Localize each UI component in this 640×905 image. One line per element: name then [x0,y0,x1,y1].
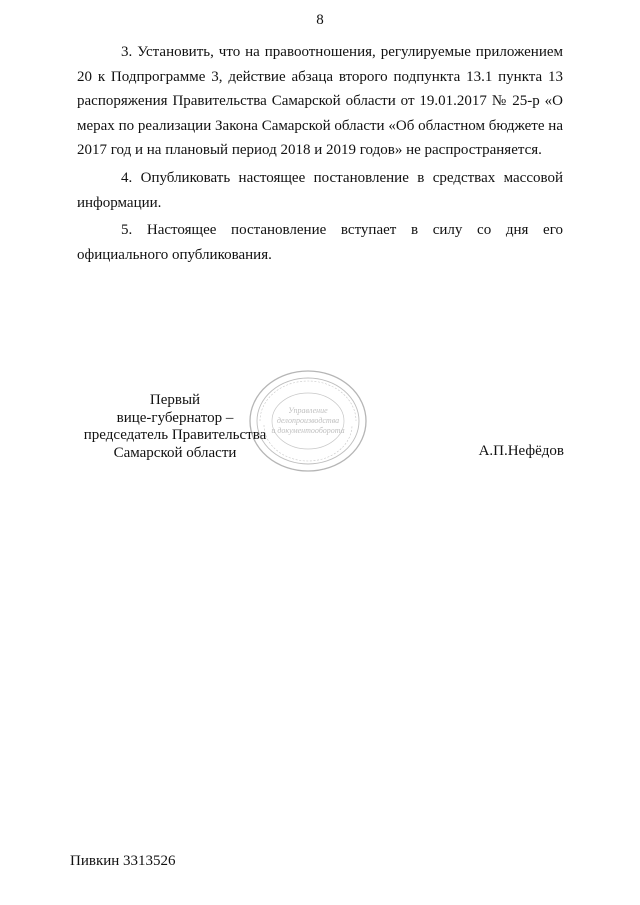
paragraph-3: 3. Установить, что на правоотношения, регулируемые приложением 20 к Подпрограмме 3, действие абзаца второго подпункта 13.1 пункта 13 распоряжения Правительства Самарской области от 19.01.2017 № 25-р «О мерах по реализации Закона Самарской области «Об областном бюджете на 2017 год и на плановый период 2018 и 2019 годов» не распространяется. [77,44,563,159]
seal-text-line: и документооборота [271,426,345,435]
paragraph-5: 5. Настоящее постановление вступает в силу со дня его официального опубликования. [77,222,563,263]
signer-name: А.П.Нефёдов [478,443,564,459]
executor-note: Пивкин 3313526 [70,853,176,869]
signatory-position-line: Первый [149,392,201,408]
document-body [77,40,563,270]
page-number: 8 [316,12,324,28]
signatory-position-line: вице-губернатор – [116,409,234,426]
signatory-position-line: председатель Правительства [83,427,267,443]
paragraph-4: 4. Опубликовать настоящее постановление в средствах массовой информации. [77,169,563,211]
official-seal-stamp [246,365,374,475]
seal-text-line: Управление [288,406,328,415]
signatory-position-line: Самарской области [113,444,237,461]
seal-text-line: делопроизводства [276,416,340,425]
